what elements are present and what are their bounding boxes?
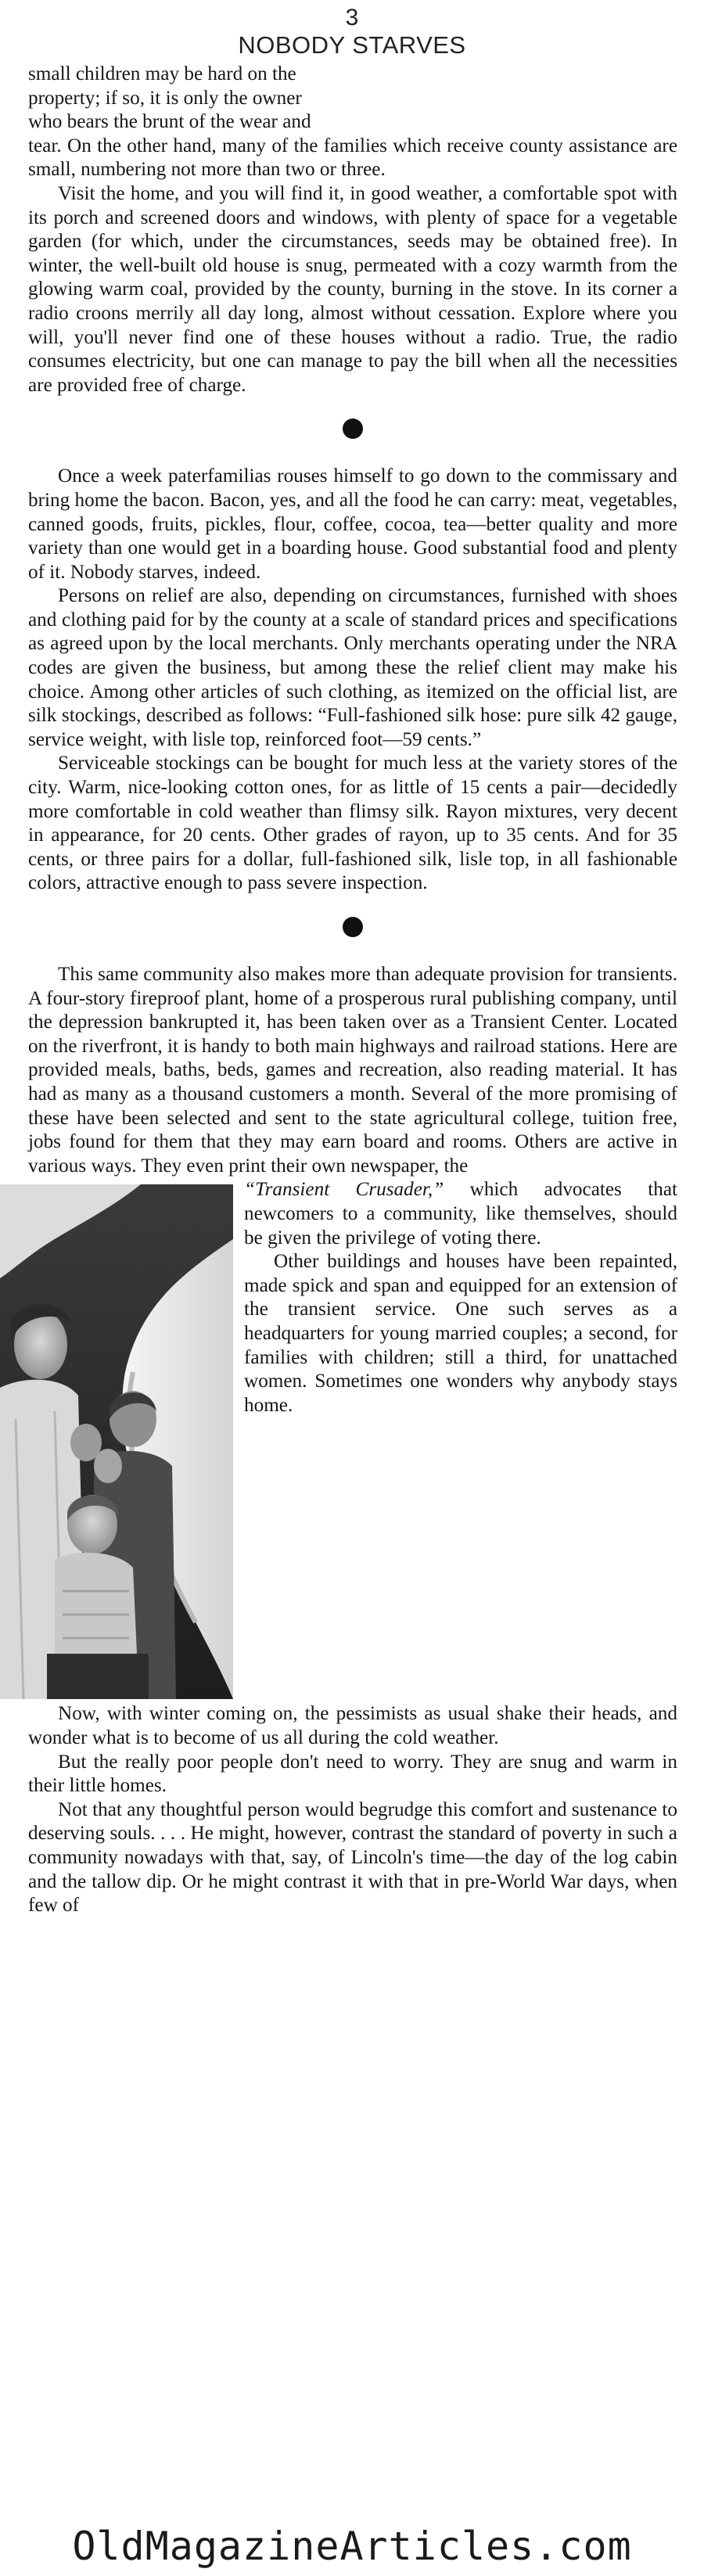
paragraph: Now, with winter coming on, the pessimists as usual shake their heads, and wonder what is to become of us all during the cold weather.	[28, 1703, 677, 1748]
article-body	[28, 63, 677, 1918]
section-divider	[28, 397, 677, 465]
paragraph: Visit the home, and you will find it, in good weather, a comfortable spot with its porch and screened doors and windows, with plenty of space for a vegetable garden (for which, under the circumstances, seeds may be obtained free). In winter, the well-built old house is snug, permeated with a cozy warmth from the glowing warm coal, provided by the county, burning in the stove. In its corner a radio croons merrily all day long, almost without cessation. Explore where you will, you'll never find one of these houses without a radio. True, the radio consumes electricity, but one can manage to pay the bill when all the necessities are provided free of charge.	[28, 182, 677, 396]
text-line: small children may be hard on the	[28, 63, 296, 84]
text-line: who bears the brunt of the wear and	[28, 111, 311, 133]
text-run: which advocates that newcomers to a community, like themselves, should be given the privilege of voting there.	[244, 1179, 677, 1248]
bullet-dot-icon	[343, 419, 363, 439]
page-number: 3	[345, 5, 359, 31]
text-line: property; if so, it is only the owner	[28, 87, 302, 109]
section-divider	[28, 896, 677, 963]
family-photograph	[0, 1184, 233, 1699]
paragraph: Other buildings and houses have been repainted, made spick and span and equipped for an extension of the transient service. One such serves as a headquarters for young married couples; a second, for families with children; still a third, for unattached women. Sometimes one wonders why anybody stays home.	[244, 1251, 677, 1416]
newspaper-title: “Transient Crusader,”	[244, 1179, 444, 1201]
paragraph: Persons on relief are also, depending on circumstances, furnished with shoes and clothing paid for by the county at a scale of standard prices and specifications as agreed upon by the local merchants. Only merchants operating under the NRA codes are given the business, but among these the relief client may make his choice. Among other articles of such clothing, as itemized on the official list, are silk stockings, described as follows: “Full-fashioned silk hose: pure silk 42 gauge, service weight, with lisle top, reinforced foot—59 cents.”	[28, 585, 677, 750]
family-photograph-image	[0, 1184, 233, 1699]
paragraph: Once a week paterfamilias rouses himself to go down to the commissary and bring home the bacon. Bacon, yes, and all the food he can carry: meat, vegetables, canned goods, fruits, pickles, flour, coffee, cocoa, tea—better quality and more variety than one would get in a boarding house. Good substantial food and plenty of it. Nobody starves, indeed.	[28, 465, 677, 583]
bullet-dot-icon	[343, 917, 363, 937]
text-run: This same community also makes more than adequate provision for transients. A four-story fireproof plant, home of a prosperous rural publishing company, until the depression bankrupted it, has been taken over as a Transient Center. Located on the riverfront, it is handy to both main highways and railroad stations. Here are provided meals, baths, beds, games and recreation, also reading material. It has had as many as a thousand customers a month. Several of the more promising of these have been selected and sent to the state agricultural college, tuition free, jobs found for them that they may earn board and rooms. Others are active in various ways. They even print their own newspaper, the	[28, 964, 677, 1177]
text-run: tear. On the other hand, many of the families which receive county assistance are small, numbering not more than two or three.	[28, 135, 677, 181]
paragraph: But the really poor people don't need to worry. They are snug and warm in their little homes.	[28, 1751, 677, 1797]
paragraph: Serviceable stockings can be bought for much less at the variety stores of the city. Warm, nice-looking cotton ones, for as little of 15 cents a pair—decidedly more comfortable in cold weather than flimsy silk. Rayon mixtures, very decent in appearance, for 20 cents. Other grades of rayon, up to 35 cents. And for 35 cents, or three pairs for a dollar, full-fashioned silk, lisle top, in all fashionable colors, attractive enough to pass severe inspection.	[28, 753, 677, 894]
site-footer: OldMagazineArticles.com	[72, 2524, 632, 2569]
paragraph: Not that any thoughtful person would begrudge this comfort and sustenance to deserving souls. . . . He might, however, contrast the standard of poverty in such a community nowadays with that, say, of Lincoln's time—the day of the log cabin and the tallow dip. Or he might contrast it with that in pre-World War days, when few of	[28, 1798, 677, 1917]
running-head: NOBODY STARVES	[238, 31, 466, 59]
paragraph	[28, 963, 677, 1178]
paragraph-continued	[28, 63, 677, 182]
